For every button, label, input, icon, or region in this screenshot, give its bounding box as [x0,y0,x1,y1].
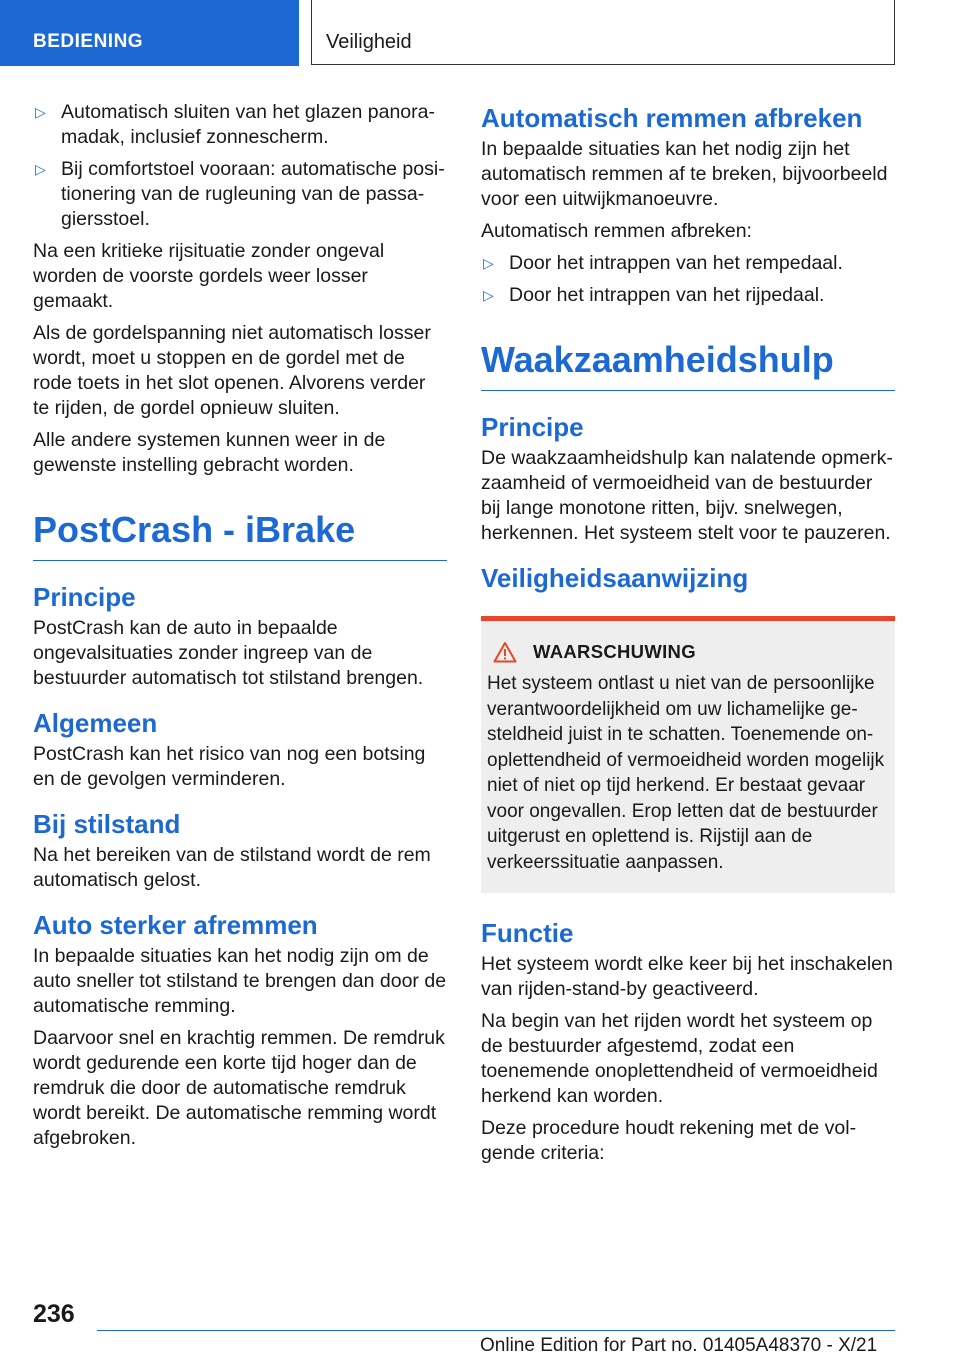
list-item [481,283,895,308]
page-number: 236 [33,1300,75,1328]
list-item-text: Bij comfortstoel vooraan: automatische positionering van de rugleuning van de passagiersstoel. [61,158,445,230]
section-heading: Automatisch remmen afbreken [481,103,863,133]
edition-footer: Online Edition for Part no. 01405A48370 - X/21 [480,1335,878,1356]
list-item [33,100,447,150]
paragraph: Na begin van het rijden wordt het systeem op de bestuurder afgestemd, zodat een toenemende onoplettendheid of vermoeidheid herkend kan worden. [481,1010,878,1107]
paragraph: Deze procedure houdt rekening met de volgende criteria: [481,1117,857,1164]
section-heading: Functie [481,918,574,948]
warning-box [481,616,895,893]
section-heading: Bij stilstand [33,809,181,839]
section-heading: Principe [481,412,584,442]
paragraph: Als de gordelspanning niet automatisch losser wordt, moet u stoppen en de gordel met de rode toets in het slot openen. Alvorens verder te rijden, de gordel opnieuw sluiten. [33,322,431,419]
chapter-title: Veiligheid [311,0,895,65]
list-item [481,251,895,276]
paragraph: Na een kritieke rijsituatie zonder ongeval worden de voorste gordels weer losser gemaakt. [33,240,385,312]
paragraph: Daarvoor snel en krachtig remmen. De remdruk wordt gedurende een korte tijd hoger dan de remdruk die door de automatische remdruk wordt bereikt. De automatische remming wordt afgebroken. [33,1027,445,1149]
paragraph: In bepaalde situaties kan het nodig zijn om de auto sneller tot stilstand te brengen dan door de automatische remming. [33,945,447,1017]
paragraph: Het systeem wordt elke keer bij het inschakelen van rijden-stand-by geactiveerd. [481,953,893,1000]
paragraph: Na het bereiken van de stilstand wordt de rem automatisch gelost. [33,844,431,891]
warning-triangle-icon [493,641,517,663]
list-item-text: Automatisch sluiten van het glazen panoramadak, inclusief zonnescherm. [61,101,435,148]
list-item-text: Door het intrappen van het rijpedaal. [509,284,825,306]
footer-divider [97,1330,895,1331]
section-heading: Auto sterker afremmen [33,910,318,940]
triangle-bullet-icon: ▷ [35,104,46,120]
triangle-bullet-icon: ▷ [483,255,494,271]
warning-header [487,641,889,663]
paragraph: PostCrash kan het risico van nog een botsing en de gevolgen verminderen. [33,743,426,790]
warning-text: Het systeem ontlast u niet van de persoonlijke verantwoordelijkheid om uw lichamelijke gesteldheid juist in te schatten. Toenemende onoplettendheid of vermoeidheid worden mogelijk niet of niet op tijd herkend. Er bestaat gevaar voor ongevallen. Erop letten dat de bestuurder uitgerust en oplettend is. Rijstijl aan de verkeerssituatie aanpassen. [487,673,885,873]
paragraph: PostCrash kan de auto in bepaalde ongevalsituaties zonder ingreep van de bestuurder automatisch tot stilstand brengen. [33,617,424,689]
right-column [481,100,895,1173]
chapter-heading: PostCrash - iBrake [33,508,447,561]
triangle-bullet-icon: ▷ [483,287,494,303]
paragraph: In bepaalde situaties kan het nodig zijn het automatisch remmen af te breken, bijvoorbeeld voor een uitwijkmanoeuvre. [481,138,888,210]
list-item-text: Door het intrappen van het rempedaal. [509,252,843,274]
section-heading: Algemeen [33,708,158,738]
section-tab: BEDIENING [0,0,299,66]
chapter-heading: Waakzaamheidshulp [481,338,895,391]
left-column [33,100,447,1158]
list-item [33,157,447,232]
warning-title: WAARSCHUWING [533,641,696,662]
section-heading: Veiligheidsaanwijzing [481,563,749,593]
section-heading: Principe [33,582,136,612]
paragraph: De waakzaamheidshulp kan nalatende opmerkzaamheid of vermoeidheid van de bestuurder bij lange monotone ritten, bijv. snelwegen, herkennen. Het systeem stelt voor te pauzeren. [481,447,893,544]
paragraph: Automatisch remmen afbreken: [481,220,752,242]
paragraph: Alle andere systemen kunnen weer in de gewenste instelling gebracht worden. [33,429,386,476]
triangle-bullet-icon: ▷ [35,161,46,177]
